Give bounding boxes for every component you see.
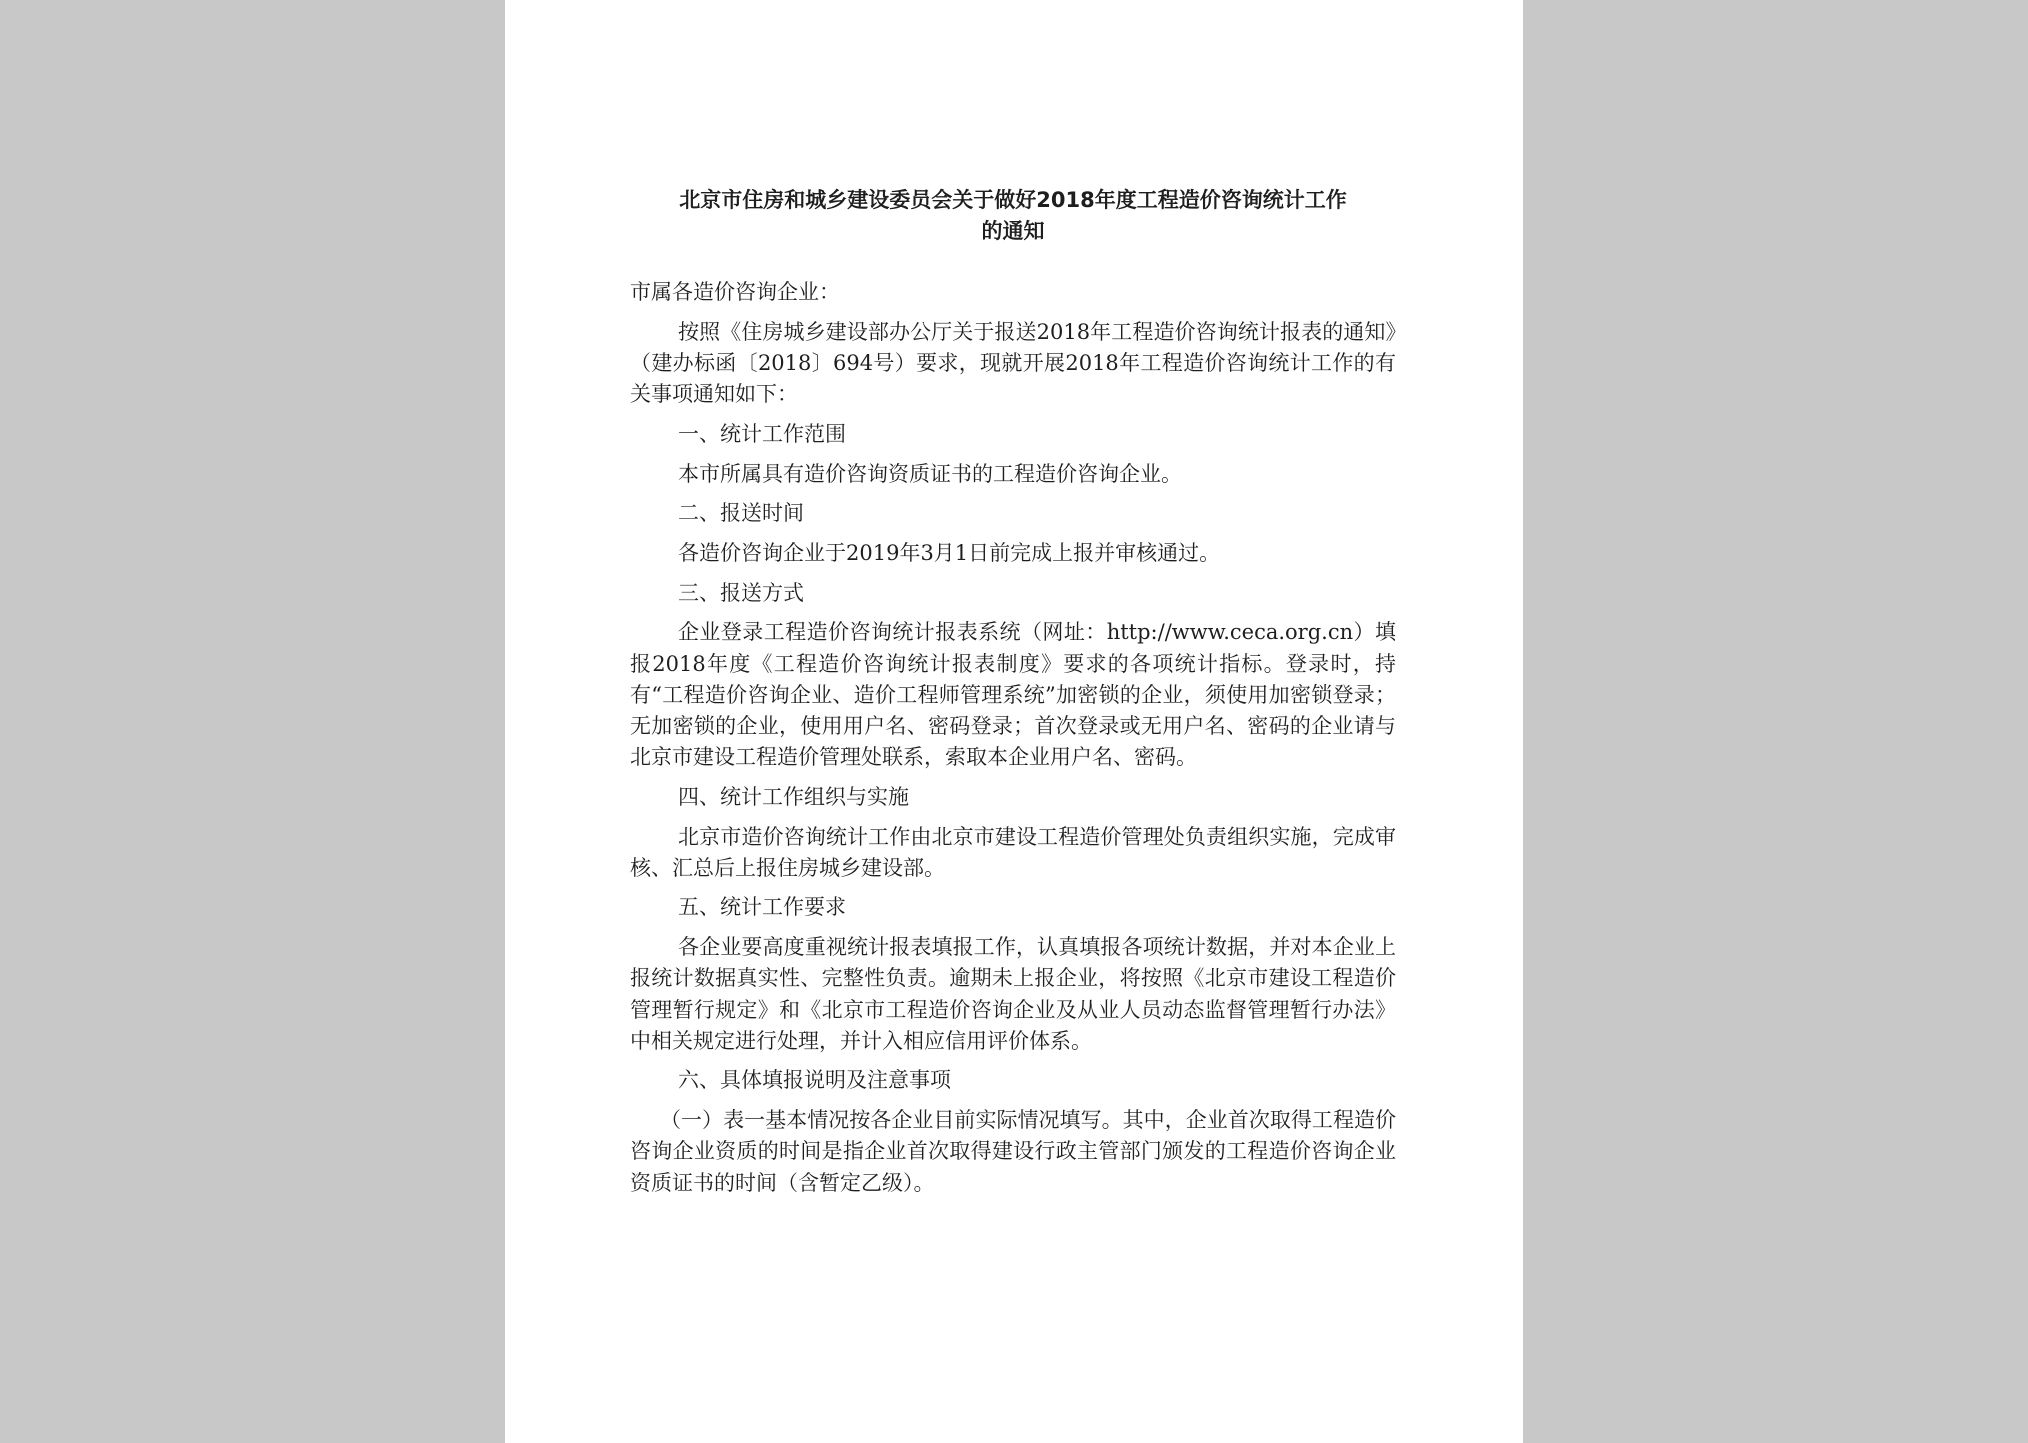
section-text-1: 本市所属具有造价咨询资质证书的工程造价咨询企业。 <box>678 461 1182 486</box>
section-heading-1: 一、统计工作范围 <box>678 421 846 446</box>
salutation: 市属各造价咨询企业： <box>630 280 840 304</box>
section-heading-5: 五、统计工作要求 <box>678 895 846 920</box>
section-text-6: （一）表一基本情况按各企业目前实际情况填写。其中，企业首次取得工程造价咨询企业资质的时间是指企业首次取得建设行政主管部门颁发的工程造价咨询企业资质证书的时间（含暂定乙级）。 <box>630 1108 1396 1195</box>
title-line-1: 北京市住房和城乡建设委员会关于做好2018年度工程造价咨询统计工作 <box>679 188 1347 212</box>
title-line-2: 的通知 <box>981 219 1045 243</box>
section-text-3: 企业登录工程造价咨询统计报表系统（网址：http://www.ceca.org.cn）填报2018年度《工程造价咨询统计报表制度》要求的各项统计指标。登录时，持有“工程造价咨询企业、造价工程师管理系统”加密锁的企业，须使用加密锁登录；无加密锁的企业，使用用户名、密码登录；首次登录或无用户名、密码的企业请与北京市建设工程造价管理处联系，索取本企业用户名、密码。 <box>630 620 1396 770</box>
section-heading-4: 四、统计工作组织与实施 <box>678 784 909 809</box>
section-heading-6: 六、具体填报说明及注意事项 <box>678 1068 951 1093</box>
section-heading-2: 二、报送时间 <box>678 501 804 526</box>
document-title <box>618 185 1408 247</box>
section-heading-3: 三、报送方式 <box>678 580 804 605</box>
section-text-4: 北京市造价咨询统计工作由北京市建设工程造价管理处负责组织实施，完成审核、汇总后上报住房城乡建设部。 <box>630 824 1396 880</box>
document-page <box>505 0 1523 1443</box>
section-text-2: 各造价咨询企业于2019年3月1日前完成上报并审核通过。 <box>678 540 1221 565</box>
intro-paragraph: 按照《住房城乡建设部办公厅关于报送2018年工程造价咨询统计报表的通知》（建办标函〔2018〕694号）要求，现就开展2018年工程造价咨询统计工作的有关事项通知如下： <box>630 319 1396 407</box>
section-text-5: 各企业要高度重视统计报表填报工作，认真填报各项统计数据，并对本企业上报统计数据真实性、完整性负责。逾期未上报企业，将按照《北京市建设工程造价管理暂行规定》和《北京市工程造价咨询企业及从业人员动态监督管理暂行办法》中相关规定进行处理，并计入相应信用评价体系。 <box>630 935 1396 1053</box>
document-body <box>630 277 1396 1199</box>
